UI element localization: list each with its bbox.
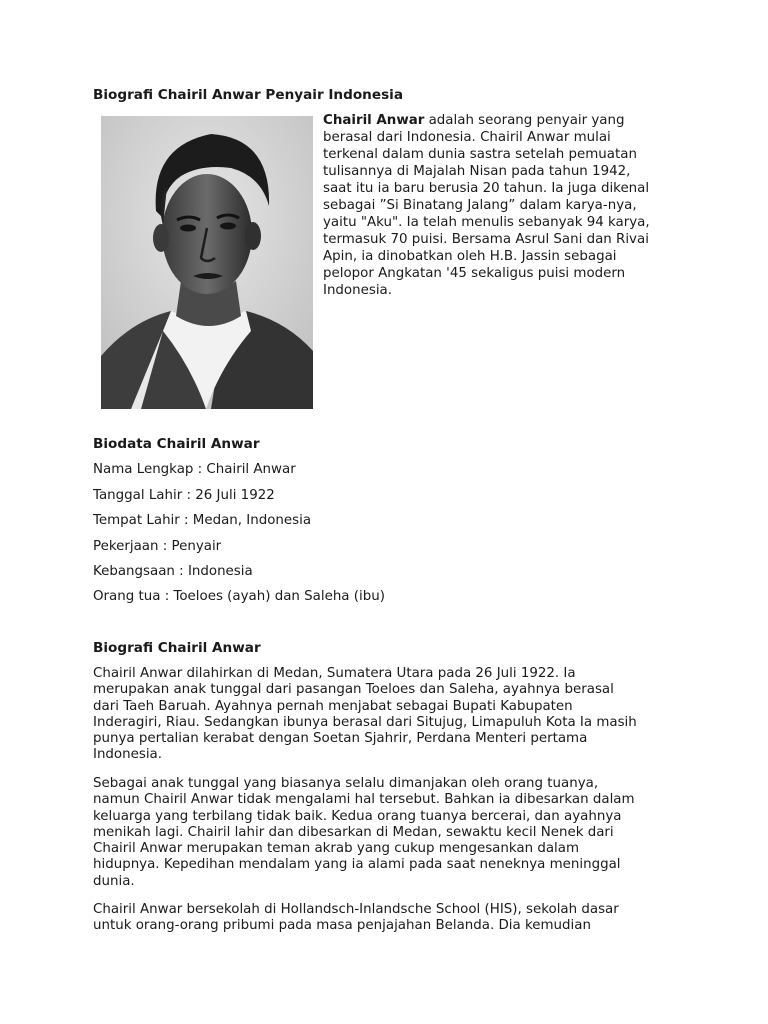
paragraph-line: merupakan anak tunggal dari pasangan Toeloes dan Saleha, ayahnya berasal	[93, 682, 614, 698]
biografi-paragraph-2	[93, 776, 693, 890]
intro-line	[323, 112, 683, 129]
intro-line: Indonesia.	[323, 283, 393, 298]
paragraph-line: menikah lagi. Chairil lahir dan dibesarkan di Medan, sewaktu kecil Nenek dari	[93, 824, 614, 840]
paragraph-line: dari Taeh Baruah. Ayahnya pernah menjabat sebagai Bupati Kabupaten	[93, 698, 573, 714]
biodata-heading: Biodata Chairil Anwar	[93, 436, 260, 452]
biodata-field-parents: Orang tua : Toeloes (ayah) dan Saleha (ibu)	[93, 589, 385, 604]
intro-paragraph	[323, 112, 683, 299]
intro-line-text: adalah seorang penyair yang	[424, 113, 625, 128]
intro-line: yaitu "Aku". Ia telah menulis sebanyak 94 karya,	[323, 215, 650, 230]
intro-lead: Chairil Anwar	[323, 113, 425, 128]
biodata-field-birthplace: Tempat Lahir : Medan, Indonesia	[93, 513, 312, 528]
page-title: Biografi Chairil Anwar Penyair Indonesia	[93, 87, 404, 103]
intro-line: berasal dari Indonesia. Chairil Anwar mulai	[323, 130, 611, 145]
portrait-photo	[101, 116, 313, 409]
intro-line: Apin, ia dinobatkan oleh H.B. Jassin sebagai	[323, 249, 617, 264]
biodata-field-nationality: Kebangsaan : Indonesia	[93, 564, 253, 579]
paragraph-line: untuk orang-orang pribumi pada masa penjajahan Belanda. Dia kemudian	[93, 918, 591, 934]
intro-line: pelopor Angkatan '45 sekaligus puisi modern	[323, 266, 626, 281]
intro-line: tulisannya di Majalah Nisan pada tahun 1942,	[323, 164, 631, 179]
intro-line: termasuk 70 puisi. Bersama Asrul Sani dan Rivai	[323, 232, 649, 247]
paragraph-line: namun Chairil Anwar tidak mengalami hal tersebut. Bahkan ia dibesarkan dalam	[93, 792, 635, 808]
intro-line: sebagai ”Si Binatang Jalang” dalam karya-nya,	[323, 198, 637, 213]
paragraph-line: dunia.	[93, 873, 135, 889]
paragraph-line: Chairil Anwar dilahirkan di Medan, Sumatera Utara pada 26 Juli 1922. Ia	[93, 666, 576, 681]
paragraph-line: Indonesia.	[93, 747, 163, 763]
paragraph-line: keluarga yang terbilang tidak baik. Kedua orang tuanya bercerai, dan ayahnya	[93, 808, 622, 824]
paragraph-line: Chairil Anwar merupakan teman akrab yang cukup mengesankan dalam	[93, 841, 580, 857]
biografi-paragraph-1	[93, 666, 693, 764]
paragraph-line: Chairil Anwar bersekolah di Hollandsch-Inlandsche School (HIS), sekolah dasar	[93, 902, 619, 917]
intro-line: terkenal dalam dunia sastra setelah pemuatan	[323, 147, 637, 162]
intro-line: saat itu ia baru berusia 20 tahun. Ia juga dikenal	[323, 181, 650, 196]
paragraph-line: punya pertalian kerabat dengan Soetan Sjahrir, Perdana Menteri pertama	[93, 731, 588, 747]
paragraph-line: hidupnya. Kepedihan mendalam yang ia alami pada saat neneknya meninggal	[93, 857, 621, 873]
paragraph-line: Inderagiri, Riau. Sedangkan ibunya berasal dari Situjug, Limapuluh Kota Ia masih	[93, 714, 637, 730]
biodata-field-birthdate: Tanggal Lahir : 26 Juli 1922	[93, 488, 275, 503]
biodata-field-name: Nama Lengkap : Chairil Anwar	[93, 462, 296, 477]
biodata-field-occupation: Pekerjaan : Penyair	[93, 539, 222, 554]
paragraph-line: Sebagai anak tunggal yang biasanya selalu dimanjakan oleh orang tuanya,	[93, 776, 599, 791]
biografi-heading: Biografi Chairil Anwar	[93, 640, 261, 656]
biografi-paragraph-3	[93, 902, 693, 935]
